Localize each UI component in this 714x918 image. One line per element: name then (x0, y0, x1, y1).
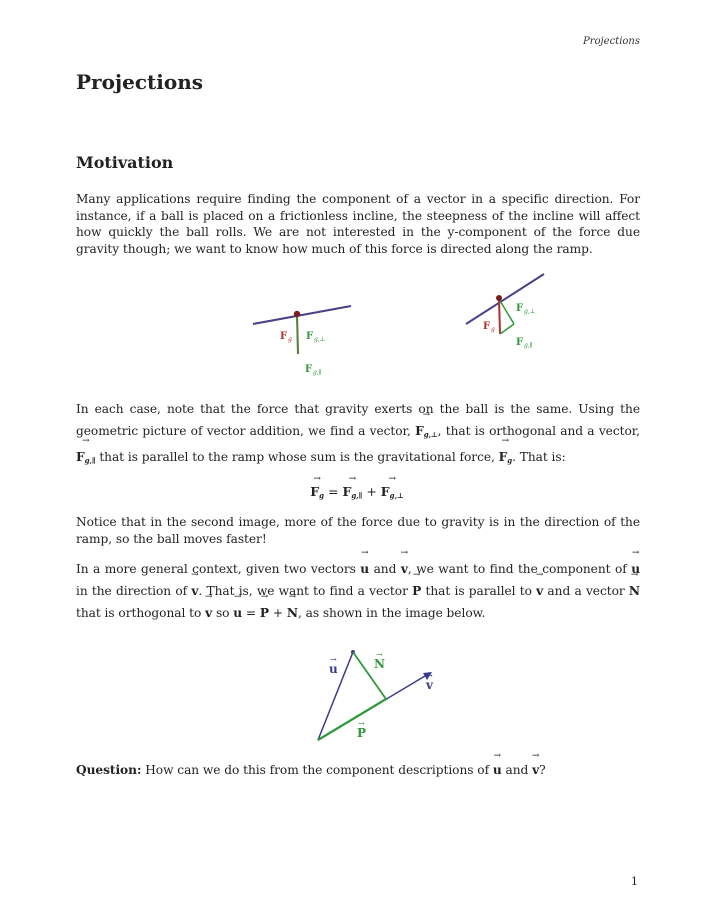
general-context-paragraph: In a more general context, given two vectors → u and → v, we want to find the component of → u in the direction of → v. That is, we want to find a vector → P that is parallel to → v and a vector → N that is orthogonal to → v so → u = → P + → N, as shown in the image below. (76, 558, 640, 624)
vector-u: → u (233, 602, 242, 624)
perp-component (297, 314, 298, 354)
vector-v: → v (532, 761, 539, 779)
text-run: , that is orthogonal and a vector, (437, 424, 640, 438)
ball (496, 295, 502, 301)
eq-F-perp: → $F_{g,\perp}$ (381, 484, 404, 500)
vector-F-g: → $F_g$ (499, 446, 512, 472)
page-number: 1 (631, 875, 638, 888)
label-N-arrow: → (376, 650, 383, 659)
motivation-paragraph: Many applications require finding the component of a vector in a specific direction. For instance, if a ball is placed on a frictionless incline, the steepness of the incline will affect how quickly the ball rolls. We are not interested in the y-component of the force due gravity though; we want to know how much of this force is directed along the ramp. (76, 192, 640, 256)
figure-steep-ramp (462, 272, 552, 357)
label-Fperp: F (306, 331, 314, 342)
label-Fperp-sub: g,⊥ (524, 308, 536, 315)
vector-v: → v (536, 580, 543, 602)
question-paragraph: Question: How can we do this from the component descriptions of → u and → v? (76, 761, 640, 779)
vector-v: → v (205, 602, 212, 624)
label-Fperp-sub: g,⊥ (314, 336, 326, 343)
vector-addition-paragraph (76, 398, 640, 472)
label-Fpar-sub: g,∥ (524, 342, 533, 349)
section-heading: Motivation (76, 153, 174, 172)
vector-P-line (318, 699, 386, 740)
eq-F-g: → $F_g$ (310, 484, 324, 500)
faster-paragraph: Notice that in the second image, more of the force due to gravity is in the direction of the ramp, so the ball moves faster! (76, 515, 640, 546)
label-Fg-sub: g (491, 326, 495, 333)
vector-N: → N (287, 602, 298, 624)
label-Fpar: F (305, 364, 313, 375)
vector-N: → N (629, 580, 640, 602)
vector-F-perp: → $F_{g,\perp}$ (415, 420, 438, 446)
label-u: u (329, 662, 338, 676)
page-title: Projections (76, 70, 204, 94)
question-label: Question: (76, 763, 142, 777)
label-P: P (357, 726, 367, 740)
vector-F-par: → $F_{g,\parallel}$ (76, 446, 96, 472)
ramp-line (466, 274, 544, 324)
figure-flat-ramp (245, 296, 360, 381)
parallel-component (500, 324, 514, 334)
vector-P: → P (260, 602, 269, 624)
figure-projection (310, 640, 445, 745)
label-Fpar-sub: g,∥ (313, 369, 322, 376)
ball (294, 311, 300, 317)
perp-component (499, 299, 514, 324)
label-Fg-sub: g (288, 336, 292, 343)
label-N: N (374, 657, 385, 671)
running-header: Projections (583, 36, 640, 47)
label-Fperp: F (516, 303, 524, 314)
label-v: v (426, 678, 433, 692)
force-equation: → $F_g$ = → $F_{g,\parallel}$ + → $F_{g,\perp}$ (0, 484, 714, 500)
vector-u: → u (493, 761, 502, 779)
label-u-arrow: → (330, 655, 337, 664)
text-run: In each case, note that the force that gravity exerts on the ball is the same. Using the geometric picture of vector addition, we find a vector, (76, 402, 640, 438)
label-P-arrow: → (358, 719, 365, 728)
label-Fg: F (483, 321, 491, 332)
label-Fpar: F (516, 337, 524, 348)
vector-P: → P (412, 580, 421, 602)
eq-F-par: → $F_{g,\parallel}$ (342, 484, 362, 500)
label-v-arrow: → (426, 671, 433, 680)
text-run: . That is: (512, 450, 566, 464)
vector-u: → u (360, 558, 369, 580)
text-run: that is parallel to the ramp whose sum is the gravitational force, (95, 450, 499, 464)
vector-u: → u (631, 558, 640, 580)
gravity-vector (499, 299, 500, 334)
vector-v: → v (191, 580, 198, 602)
vector-v: → v (401, 558, 408, 580)
label-Fg: F (280, 331, 288, 342)
ramp-line (253, 306, 351, 324)
